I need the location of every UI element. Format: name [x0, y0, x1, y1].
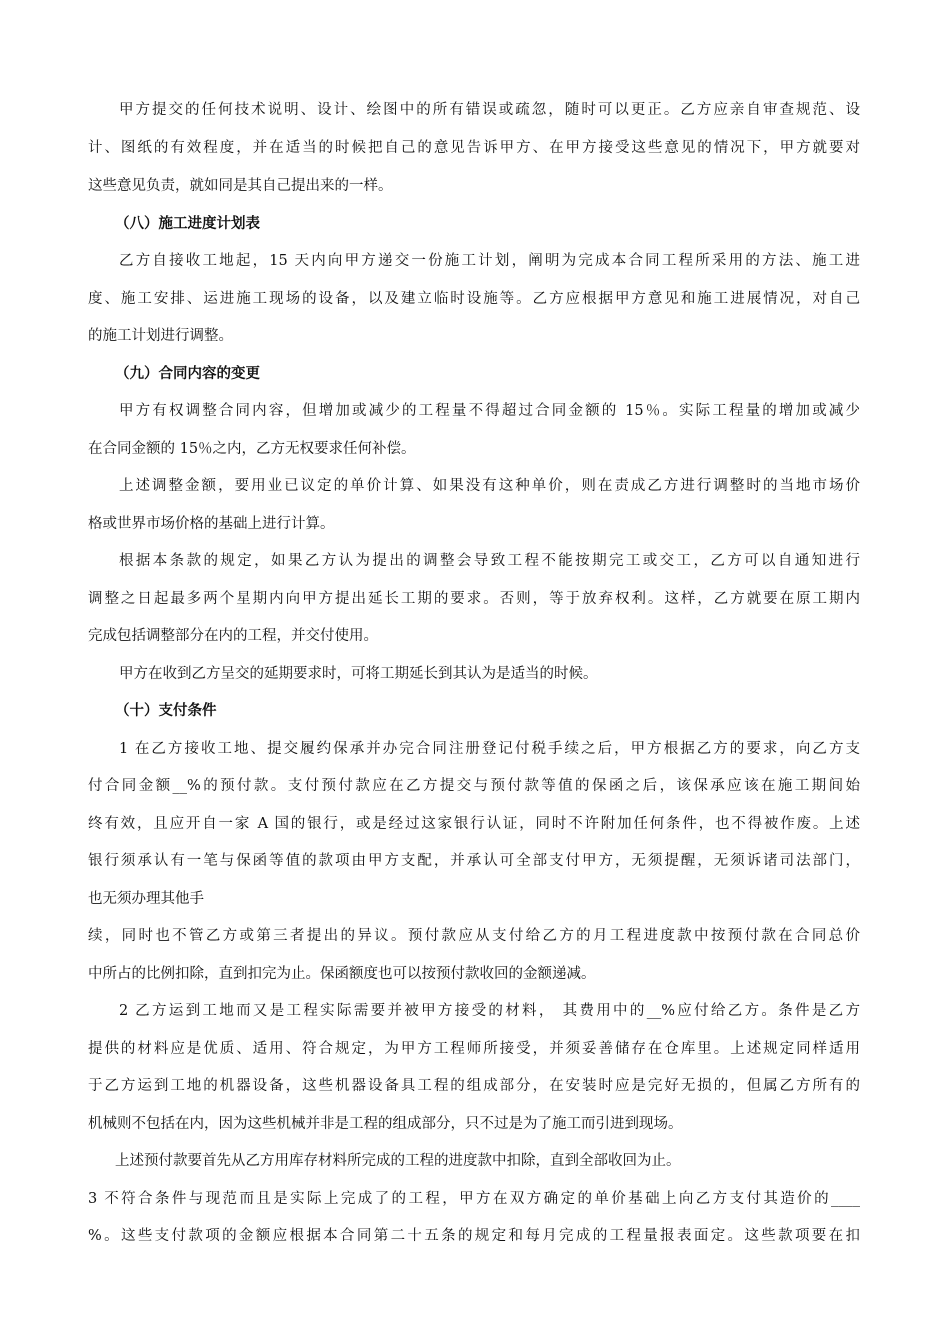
paragraph-line: 计、图纸的有效程度，并在适当的时候把自己的意见告诉甲方、在甲方接受这些意见的情况下，甲方就要对	[88, 140, 860, 156]
paragraph-line: 在合同金额的 15％之内，乙方无权要求任何补偿。	[88, 441, 416, 457]
paragraph-line: 中所占的比例扣除，直到扣完为止。保函额度也可以按预付款收回的金额递减。	[88, 966, 596, 982]
paragraph-line: 上述调整金额，要用业已议定的单价计算、如果没有这种单价，则在责成乙方进行调整时的当地市场价	[119, 478, 860, 494]
paragraph-line: 3 不符合条件与现范而且是实际上完成了的工程，甲方在双方确定的单价基础上向乙方支付其造价的____	[88, 1191, 860, 1207]
paragraph-line: 度、施工安排、运进施工现场的设备，以及建立临时设施等。乙方应根据甲方意见和施工进展情况，对自己	[88, 291, 860, 307]
paragraph-line: 的施工计划进行调整。	[88, 328, 233, 344]
section-heading: （九）合同内容的变更	[115, 365, 260, 382]
paragraph-line: 付合同金额__%的预付款。支付预付款应在乙方提交与预付款等值的保函之后，该保承应该在施工期间始	[88, 778, 860, 794]
paragraph-line: 也无须办理其他手	[88, 891, 204, 907]
paragraph-line: %。这些支付款项的金额应根据本合同第二十五条的规定和每月完成的工程量报表面定。这些款项要在扣	[88, 1228, 860, 1244]
paragraph-line: 终有效，且应开自一家 A 国的银行，或是经过这家银行认证，同时不许附加任何条件，也不得被作废。上述	[88, 816, 860, 832]
paragraph-line: 这些意见负责，就如同是其自己提出来的一样。	[88, 178, 393, 194]
section-heading: （八）施工进度计划表	[115, 215, 260, 232]
paragraph-line: 根据本条款的规定，如果乙方认为提出的调整会导致工程不能按期完工或交工，乙方可以自通知进行	[119, 553, 860, 569]
paragraph-line: 银行须承认有一笔与保函等值的款项由甲方支配，并承认可全部支付甲方，无须提醒，无须诉诸司法部门，	[88, 853, 860, 869]
paragraph-line: 格或世界市场价格的基础上进行计算。	[88, 516, 335, 532]
section-heading: （十）支付条件	[115, 702, 217, 719]
paragraph-line: 1 在乙方接收工地、提交履约保承并办完合同注册登记付税手续之后，甲方根据乙方的要求，向乙方支	[119, 741, 860, 757]
paragraph-line: 乙方自接收工地起，15 天内向甲方递交一份施工计划，阐明为完成本合同工程所采用的方法、施工进	[119, 253, 860, 269]
paragraph-line: 完成包括调整部分在内的工程，并交付使用。	[88, 628, 378, 644]
paragraph-line: 甲方有权调整合同内容，但增加或减少的工程量不得超过合同金额的 15％。实际工程量的增加或减少	[119, 403, 860, 419]
paragraph-line: 续，同时也不管乙方或第三者提出的异议。预付款应从支付给乙方的月工程进度款中按预付款在合同总价	[88, 928, 860, 944]
paragraph-line: 甲方提交的任何技术说明、设计、绘图中的所有错误或疏忽，随时可以更正。乙方应亲自审查规范、设	[119, 102, 860, 118]
paragraph-line: 机械则不包括在内，因为这些机械并非是工程的组成部分，只不过是为了施工而引进到现场。	[88, 1116, 683, 1132]
paragraph-line: 于乙方运到工地的机器设备，这些机器设备具工程的组成部分，在安装时应是完好无损的，但属乙方所有的	[88, 1078, 860, 1094]
paragraph-line: 提供的材料应是优质、适用、符合规定，为甲方工程师所接受，并须妥善储存在仓库里。上述规定同样适用	[88, 1041, 860, 1057]
paragraph-line: 调整之日起最多两个星期内向甲方提出延长工期的要求。否则，等于放弃权利。这样，乙方就要在原工期内	[88, 591, 860, 607]
paragraph-line: 甲方在收到乙方呈交的延期要求时，可将工期延长到其认为是适当的时候。	[119, 666, 598, 682]
paragraph-line: 2 乙方运到工地而又是工程实际需要并被甲方接受的材料， 其费用中的__%应付给乙方。条件是乙方	[119, 1003, 860, 1019]
paragraph-line: 上述预付款要首先从乙方用库存材料所完成的工程的进度款中扣除，直到全部收回为止。	[115, 1153, 681, 1169]
